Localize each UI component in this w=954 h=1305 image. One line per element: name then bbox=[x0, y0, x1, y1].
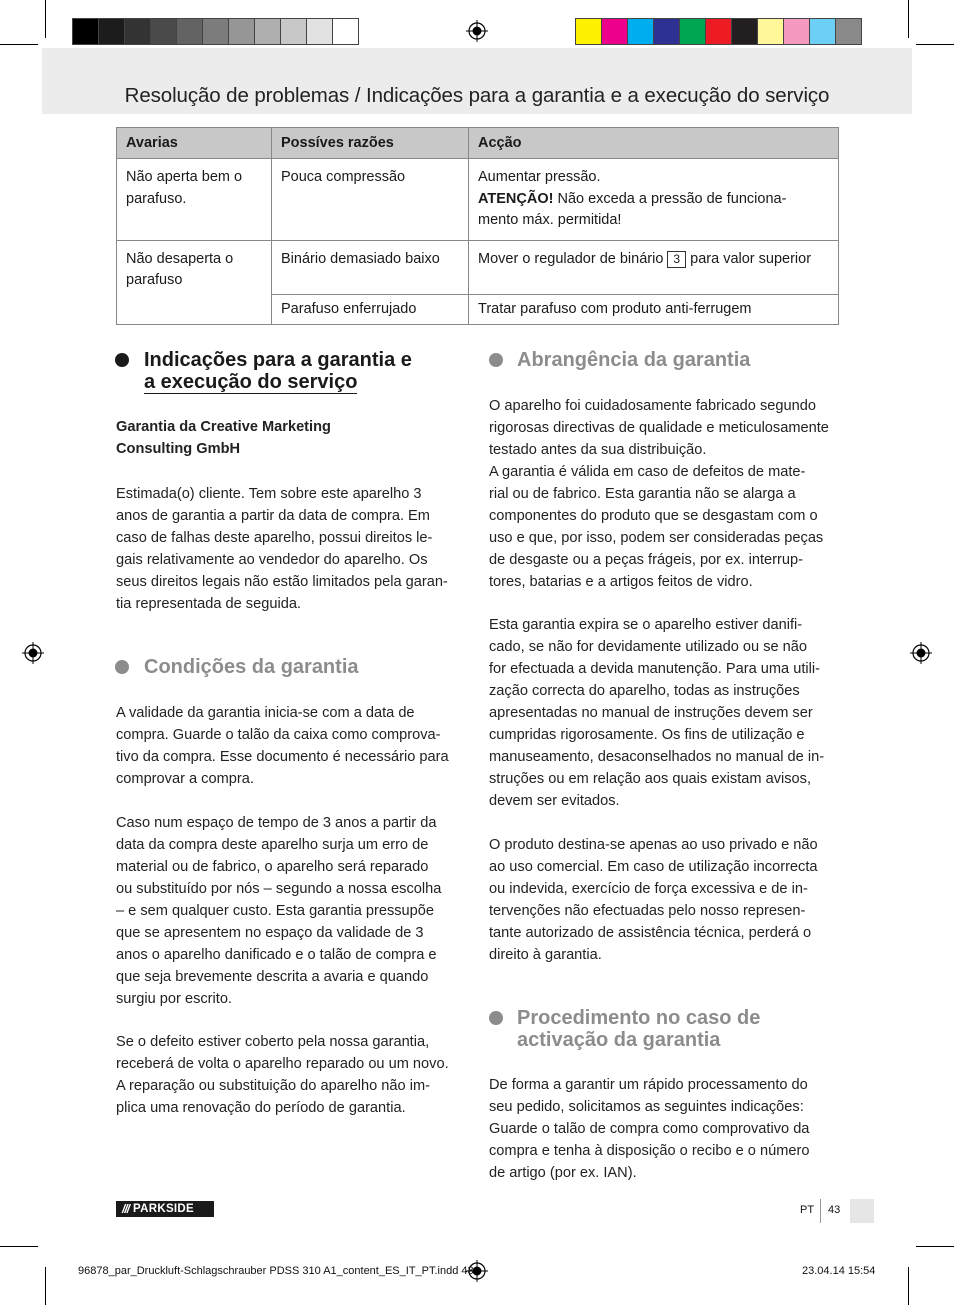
action-text: para valor superior bbox=[686, 250, 812, 267]
paragraph-scope-3 bbox=[489, 834, 818, 966]
table-row bbox=[117, 240, 839, 294]
text-line: ou substituído por nós – segundo a nossa escolha bbox=[116, 881, 442, 897]
text-line: A reparação ou substituição do aparelho não im- bbox=[116, 1078, 430, 1094]
color-swatch bbox=[757, 18, 784, 45]
registration-mark-icon bbox=[22, 642, 44, 664]
parkside-logo bbox=[116, 1201, 214, 1217]
logo-slashes-icon: /// bbox=[122, 1202, 130, 1216]
text-line: ao uso comercial. Em caso de utilização incorrecta bbox=[489, 859, 818, 875]
text-line: testado antes da sua distribuição. bbox=[489, 442, 707, 458]
paragraph-scope-1 bbox=[489, 395, 829, 593]
text-line: cumpridas rigorosamente. Os fins de utilização e bbox=[489, 727, 805, 743]
action-text: Não exceda a pressão de funciona- bbox=[553, 190, 787, 207]
language-code: PT bbox=[800, 1204, 815, 1216]
crop-mark bbox=[916, 44, 954, 45]
text-line: manuseamento, desaconselhados no manual de in- bbox=[489, 749, 825, 765]
paragraph-procedure bbox=[489, 1074, 809, 1184]
text-line: De forma a garantir um rápido processamento do bbox=[489, 1077, 808, 1093]
color-swatch bbox=[653, 18, 680, 45]
text-line: que seja brevemente descrita a avaria e quando bbox=[116, 969, 429, 985]
section-heading-procedure bbox=[517, 1007, 760, 1051]
subheading-company bbox=[116, 416, 331, 460]
text-line: direito à garantia. bbox=[489, 947, 602, 963]
action-text: mento máx. permitida! bbox=[478, 212, 622, 228]
crop-mark bbox=[45, 0, 46, 38]
warning-label: ATENÇÃO! bbox=[478, 190, 554, 207]
color-swatch bbox=[809, 18, 836, 45]
text-line: zação correcta do aparelho, todas as instruções bbox=[489, 683, 800, 699]
heading-line: Indicações para a garantia e bbox=[144, 349, 412, 371]
text-line: Caso num espaço de tempo de 3 anos a partir da bbox=[116, 815, 437, 831]
color-swatch bbox=[627, 18, 654, 45]
registration-mark-icon bbox=[910, 642, 932, 664]
text-line: seu pedido, solicitamos as seguintes indicações: bbox=[489, 1099, 804, 1115]
section-heading-warranty bbox=[144, 349, 412, 393]
text-line: apresentadas no manual de instruções devem ser bbox=[489, 705, 813, 721]
text-line: uso e que, por isso, podem ser consideradas peças bbox=[489, 530, 824, 546]
section-bullet-icon bbox=[489, 1011, 503, 1025]
crop-mark bbox=[0, 1246, 38, 1247]
text-line: tervenções não efectuadas pelo nosso represen- bbox=[489, 903, 806, 919]
page-number: 43 bbox=[828, 1204, 841, 1216]
table-header-row bbox=[117, 128, 839, 159]
text-line: O produto destina-se apenas ao uso privado e não bbox=[489, 837, 818, 853]
text-line: material ou de fabrico, o aparelho será reparado bbox=[116, 859, 429, 875]
color-swatch bbox=[783, 18, 810, 45]
table-cell: Parafuso enferrujado bbox=[272, 294, 469, 325]
text-line: gais relativamente ao vendedor do aparelho. Os bbox=[116, 552, 428, 568]
heading-line: Procedimento no caso de bbox=[517, 1007, 761, 1029]
color-swatch bbox=[332, 18, 359, 45]
color-swatch bbox=[254, 18, 281, 45]
subheading-line: Consulting GmbH bbox=[116, 441, 241, 457]
table-cell bbox=[469, 240, 839, 294]
footer-divider bbox=[820, 1199, 821, 1223]
text-line: de artigo (por ex. IAN). bbox=[489, 1165, 637, 1181]
text-line: plica uma renovação do período de garantia. bbox=[116, 1100, 406, 1116]
text-line: Estimada(o) cliente. Tem sobre este aparelho 3 bbox=[116, 486, 422, 502]
paragraph-scope-2 bbox=[489, 614, 824, 812]
paragraph-intro bbox=[116, 483, 448, 615]
section-heading-conditions: Condições da garantia bbox=[144, 656, 359, 678]
text-line: data da compra deste aparelho surja um erro de bbox=[116, 837, 429, 853]
text-line: A garantia é válida em caso de defeitos de mate- bbox=[489, 464, 806, 480]
text-line: Esta garantia expira se o aparelho estiver danifi- bbox=[489, 617, 803, 633]
text-line: comprovar a compra. bbox=[116, 771, 254, 787]
paragraph-conditions-1 bbox=[116, 702, 449, 790]
color-swatch bbox=[176, 18, 203, 45]
table-cell bbox=[469, 159, 839, 241]
registration-mark-icon bbox=[466, 20, 488, 42]
color-swatch bbox=[150, 18, 177, 45]
grey-color-bar bbox=[72, 18, 358, 45]
text-line: devem ser evitados. bbox=[489, 793, 620, 809]
page-title: Resolução de problemas / Indicações para a garantia e a execução do serviço bbox=[124, 84, 830, 107]
text-line: tores, batarias e a artigos feitos de vidro. bbox=[489, 574, 753, 590]
file-info: 96878_par_Druckluft-Schlagschrauber PDSS 310 A1_content_ES_IT_PT.indd 43 bbox=[78, 1265, 474, 1277]
color-swatch bbox=[679, 18, 706, 45]
table-cell: Não desaperta o parafuso bbox=[117, 240, 272, 325]
process-color-bar bbox=[575, 18, 861, 45]
action-text: Aumentar pressão. bbox=[478, 169, 601, 185]
section-heading-scope: Abrangência da garantia bbox=[517, 349, 751, 371]
column-header: Possíves razões bbox=[272, 128, 469, 159]
part-number-box: 3 bbox=[667, 251, 686, 268]
troubleshooting-table bbox=[116, 127, 839, 325]
color-swatch bbox=[601, 18, 628, 45]
text-line: anos o aparelho danificado e o talão de compra e bbox=[116, 947, 437, 963]
print-date: 23.04.14 15:54 bbox=[802, 1265, 876, 1277]
text-line: ou indevida, exercício de força excessiva e de in- bbox=[489, 881, 808, 897]
text-line: que se apresentem no espaço da validade de 3 bbox=[116, 925, 424, 941]
crop-mark bbox=[0, 44, 38, 45]
page-tab bbox=[850, 1199, 874, 1223]
column-header: Avarias bbox=[117, 128, 272, 159]
heading-line: activação da garantia bbox=[517, 1029, 721, 1051]
text-line: cado, se não for devidamente utilizado ou se não bbox=[489, 639, 808, 655]
color-swatch bbox=[575, 18, 602, 45]
text-line: componentes do produto que se desgastam com o bbox=[489, 508, 818, 524]
text-line: seus direitos legais não estão limitados pela garan- bbox=[116, 574, 448, 590]
text-line: receberá de volta o aparelho reparado ou um novo. bbox=[116, 1056, 449, 1072]
color-swatch bbox=[98, 18, 125, 45]
color-swatch bbox=[306, 18, 333, 45]
color-swatch bbox=[835, 18, 862, 45]
table-cell: Pouca compressão bbox=[272, 159, 469, 241]
text-line: anos de garantia a partir da data de compra. Em bbox=[116, 508, 430, 524]
heading-line: a execução do serviço bbox=[144, 371, 358, 393]
table-cell: Tratar parafuso com produto anti-ferrugem bbox=[469, 294, 839, 325]
subheading-line: Garantia da Creative Marketing bbox=[116, 419, 331, 435]
crop-mark bbox=[916, 1246, 954, 1247]
table-cell: Binário demasiado baixo bbox=[272, 240, 469, 294]
text-line: tia representada de seguida. bbox=[116, 596, 301, 612]
section-bullet-icon bbox=[489, 353, 503, 367]
text-line: rial ou de fabrico. Esta garantia não se alarga a bbox=[489, 486, 796, 502]
text-line: for efectuada a devida manutenção. Para uma utili- bbox=[489, 661, 820, 677]
table-cell: Não aperta bem o parafuso. bbox=[117, 159, 272, 241]
table-row bbox=[117, 159, 839, 241]
text-line: Guarde o talão de compra como comprovativo da bbox=[489, 1121, 810, 1137]
text-line: – e sem qualquer custo. Esta garantia pressupõe bbox=[116, 903, 435, 919]
brand-name: PARKSIDE bbox=[133, 1203, 194, 1215]
text-line: caso de falhas deste aparelho, possui direitos le- bbox=[116, 530, 433, 546]
text-line: compra. Guarde o talão da caixa como comprova- bbox=[116, 727, 441, 743]
text-line: tivo da compra. Esse documento é necessário para bbox=[116, 749, 449, 765]
color-swatch bbox=[705, 18, 732, 45]
section-bullet-icon bbox=[115, 353, 129, 367]
crop-mark bbox=[908, 1267, 909, 1305]
color-swatch bbox=[72, 18, 99, 45]
section-bullet-icon bbox=[115, 660, 129, 674]
text-line: tante autorizado de assistência técnica, perderá o bbox=[489, 925, 812, 941]
text-line: rigorosas directivas de qualidade e meticulosamente bbox=[489, 420, 829, 436]
text-line: compra e tenha à disposição o recibo e o número bbox=[489, 1143, 810, 1159]
color-swatch bbox=[202, 18, 229, 45]
paragraph-conditions-3 bbox=[116, 1031, 449, 1119]
text-line: surgiu por escrito. bbox=[116, 991, 232, 1007]
text-line: Se o defeito estiver coberto pela nossa garantia, bbox=[116, 1034, 430, 1050]
crop-mark bbox=[45, 1267, 46, 1305]
text-line: O aparelho foi cuidadosamente fabricado segundo bbox=[489, 398, 816, 414]
color-swatch bbox=[228, 18, 255, 45]
action-text: Mover o regulador de binário bbox=[478, 250, 668, 267]
color-swatch bbox=[124, 18, 151, 45]
color-swatch bbox=[280, 18, 307, 45]
text-line: A validade da garantia inicia-se com a data de bbox=[116, 705, 415, 721]
crop-mark bbox=[908, 0, 909, 38]
paragraph-conditions-2 bbox=[116, 812, 441, 1010]
text-line: de desgaste ou a peças frágeis, por ex. interrup- bbox=[489, 552, 803, 568]
text-line: struções ou em relação aos quais existam avisos, bbox=[489, 771, 812, 787]
column-header: Acção bbox=[469, 128, 839, 159]
color-swatch bbox=[731, 18, 758, 45]
